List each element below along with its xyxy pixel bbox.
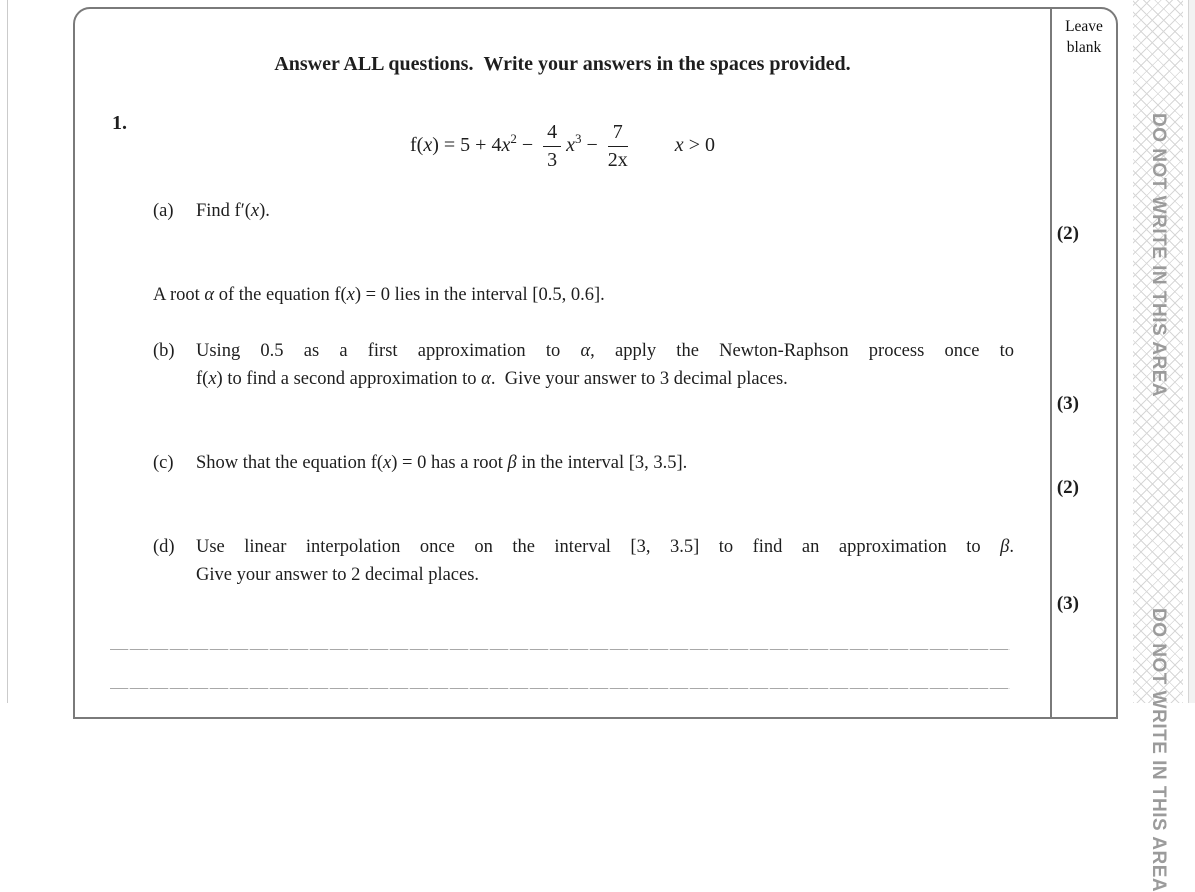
instructions-heading: Answer ALL questions. Write your answers in the spaces provided. <box>274 53 851 75</box>
part-b <box>153 337 1014 393</box>
answer-line <box>110 688 1010 689</box>
do-not-write-text-bottom: DO NOT WRITE IN THIS AREA <box>1148 608 1169 892</box>
question-number: 1. <box>112 112 127 134</box>
part-a <box>153 197 270 225</box>
part-c <box>153 449 687 477</box>
right-edge-fill <box>1189 0 1195 703</box>
root-interval-note: A root α of the equation f(x) = 0 lies in the interval [0.5, 0.6]. <box>153 285 605 305</box>
question-frame <box>73 7 1118 719</box>
part-d-text <box>196 533 1014 589</box>
part-d-line1: Use linear interpolation once on the interval [3, 3.5] to find an approximation to β. <box>196 537 1014 557</box>
do-not-write-band <box>1133 0 1183 892</box>
answer-line <box>110 649 1010 650</box>
part-b-line2: f(x) to find a second approximation to α. Give your answer to 3 decimal places. <box>196 369 788 389</box>
part-c-marks: (2) <box>1056 477 1079 498</box>
part-b-label: (b) <box>153 341 175 361</box>
part-a-text: Find f′(x). <box>196 201 270 221</box>
part-d-line2: Give your answer to 2 decimal places. <box>196 565 480 585</box>
part-d-label: (d) <box>153 537 175 557</box>
part-c-text: Show that the equation f(x) = 0 has a root β in the interval [3, 3.5]. <box>196 453 688 473</box>
part-a-marks: (2) <box>1056 223 1079 244</box>
leave-blank-label: Leave blank <box>1065 18 1103 56</box>
part-a-label: (a) <box>153 201 174 221</box>
part-b-marks: (3) <box>1056 393 1079 414</box>
scan-edge-line <box>7 0 8 703</box>
part-b-text <box>196 337 1014 393</box>
part-d-marks: (3) <box>1056 593 1079 614</box>
do-not-write-text-top: DO NOT WRITE IN THIS AREA <box>1148 113 1169 398</box>
leave-blank-column <box>1050 9 1116 717</box>
function-definition-formula: $f(x) = 5 + 4x^2$ − $\frac{4}{3}$ $x^3$ − $\frac{7}{2x}$ x > 0 <box>410 121 715 171</box>
part-c-label: (c) <box>153 453 174 473</box>
part-b-line1: Using 0.5 as a first approximation to α, apply the Newton-Raphson process once to <box>196 341 1014 361</box>
part-d <box>153 533 1014 589</box>
